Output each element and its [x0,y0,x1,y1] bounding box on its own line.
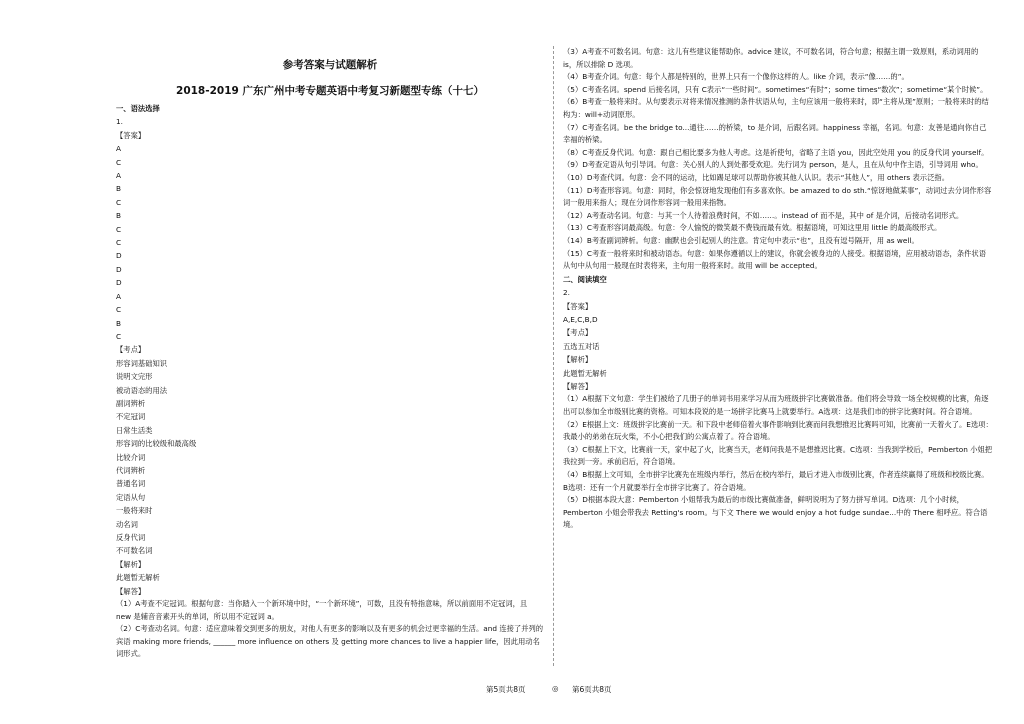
kaodian-item: 不定冠词 [116,412,146,422]
jieda-header: 【解答】 [563,381,593,391]
kaodian-item: 定语从句 [116,492,146,502]
kaodian-list [116,357,544,558]
kaodian-item: 副词辨析 [116,398,146,408]
explanation-paragraph: （3）C根据上下文，比赛前一天，家中起了火，比赛当天，老师问我是不是想推迟比赛。C选项：当我到学校后，Pemberton 小姐把我拉到一旁。承前启后，符合语境。 [563,444,993,467]
right-page-column [563,0,993,724]
page-number-left: 第5页共8页 [486,685,526,694]
explanation-paragraph: （14）B考查副词辨析。句意：幽默也会引起别人的注意。肯定句中表示“也”，且没有逗号隔开，用 as well。 [563,235,919,245]
explanation-paragraph: （4）B考查介词。句意：每个人都是特别的，世界上只有一个像你这样的人。like 介词，表示“像……的”。 [563,72,909,82]
kaodian-item: 说明文完形 [116,372,153,382]
answer-item: C [116,224,122,234]
explanation-paragraph: （6）B考查一般将来时。从句要表示对将来情况推测的条件状语从句，主句应该用一般将来时，即“主将从现”原则；一般将来时的结构为：will+动词原形。 [563,97,989,119]
explanation-list [563,46,993,273]
section-heading-reading: 二、阅读填空 [563,274,607,284]
kaodian-item: 被动语态的用法 [116,385,168,395]
jiexi-header: 【解析】 [116,559,146,569]
answer-value: A,E,C,B,D [563,314,598,324]
answer-item: C [116,157,122,167]
left-page-column [116,0,544,724]
kaodian-header: 【考点】 [116,345,146,355]
answer-list [116,142,544,343]
explanation-paragraph: （11）D考查形容词。句意：同时，你会惊讶地发现他们有多喜欢你。be amazed to do sth.“惊讶地做某事”，动词过去分词作形容词一般用来指人；现在分词作形容词一般用来指物。 [563,185,992,208]
kaodian-item: 一般将来时 [116,506,153,516]
answer-item: D [116,251,122,261]
explanation-paragraph: （1）A根据下文句意：学生们被给了几册子的单词书用来学习从而为班级拼字比赛做准备。他们将会导致一场全校规模的比赛，角逐出可以参加全市级别比赛的资格。可知本段说的是一场拼字比赛马上就要举行。A选项：这是我们市的拼字比赛时间。符合语境。 [563,394,989,416]
document-subtitle: 2018-2019 广东广州中考专题英语中考复习新题型专练（十七） [176,85,484,97]
question-number: 1. [116,117,123,127]
answer-item: D [116,278,122,288]
explanation-paragraph: （7）C考查名词。be the bridge to...通往……的桥梁，to 是介词，后跟名词。happiness 幸福，名词。句意：友善是通向你自己幸福的桥梁。 [563,122,987,145]
kaodian-item: 五选五对话 [563,341,600,351]
explanation-paragraph: （4）B根据上文可知，全市拼字比赛先在班级内举行，然后在校内举行，最后才进入市级别比赛，作者连续赢得了班级和校级比赛。B选项：还有一个月就要举行全市拼字比赛了。符合语境。 [563,469,989,492]
answer-item: A [116,291,121,301]
explanation-paragraph: （8）C考查反身代词。句意：跟自己相比要多为他人考虑。这是祈使句，省略了主语 you，因此空处用 you 的反身代词 yourself。 [563,147,989,157]
kaodian-item: 形容词基础知识 [116,358,168,368]
kaodian-header: 【考点】 [563,328,593,338]
answer-item: C [116,197,122,207]
explanation-paragraph: （5）D根据本段大意：Pemberton 小姐帮我为最后的市级比赛做准备，鲜明说明为了努力拼写单词。D选项：几个小时候，Pemberton 小姐会带我去 Retting's room。与下文 There we would enjoy a hot fudge sundae...中的 There 相呼应。符合语境。 [563,495,988,530]
answer-header: 【答案】 [116,130,146,140]
jiexi-text: 此题暂无解析 [116,573,160,583]
explanation-paragraph: （2）E根据上文：班级拼字比赛前一天。和下段中老师倍着火事件影响到比赛而问我想推迟比赛吗可知，比赛前一天着火了。E选项：我最小的弟弟在玩火柴，不小心把我们的公寓点着了。符合语境。 [563,419,993,442]
kaodian-item: 不可数名词 [116,546,153,556]
question-number: 2. [563,288,570,298]
answer-item: A [116,171,121,181]
explanation-paragraph: （5）C考查名词。spend 后接名词，只有 C表示“一些时间”。sometimes“有时”；some times“数次”；sometime“某个时候”。 [563,84,988,94]
answer-item: B [116,211,122,221]
answer-item: B [116,184,122,194]
explanation-paragraph: （10）D考查代词。句意：会不同的运动，比如踢足球可以帮助你被其他人认识。表示“其他人”，用 others 表示泛指。 [563,172,949,182]
kaodian-item: 动名词 [116,519,138,529]
answer-item: A [116,144,121,154]
jiexi-header: 【解析】 [563,355,593,365]
kaodian-item: 代词辨析 [116,465,146,475]
page-number-right: 第6页共8页 [572,685,612,694]
explanation-paragraph: （9）D考查定语从句引导词。句意：关心别人的人到处都受欢迎。先行词为 person，是人，且在从句中作主语，引导词用 who。 [563,160,983,170]
section-heading-grammar: 一、语法选择 [116,104,160,113]
answer-item: B [116,318,122,328]
kaodian-item: 形容词的比较级和最高级 [116,439,197,449]
column-divider [553,46,554,666]
jiexi-text: 此题暂无解析 [563,368,607,378]
answer-header: 【答案】 [563,301,593,311]
answer-item: D [116,264,122,274]
explanation-paragraph: （12）A考查动名词。句意：与其一个人待着浪费时间，不如……。instead of 而不是，其中 of 是介词，后接动名词形式。 [563,210,964,220]
left-content [116,102,544,661]
binding-mark-icon: ◎ [552,684,559,693]
document-title: 参考答案与试题解析 [282,59,378,71]
explanation-paragraph: （15）C考查一般将来时和被动语态。句意：如果你遵循以上的建议，你就会被身边的人接受。根据语境，应用被动语态，条件状语从句中从句用一般现在时表将来，主句用一般将来时。故用 will be accepted。 [563,248,987,271]
jieda-header: 【解答】 [116,586,146,596]
explanation-paragraph: （1）A考查不定冠词。根据句意：当你踏入一个新环境中时，“一个新环境”，可数，且没有特指意味，所以前面用不定冠词，且 new 是辅音音素开头的单词，所以用不定冠词 a。 [116,599,528,621]
answer-item: C [116,305,122,315]
kaodian-item: 普通名词 [116,479,146,489]
kaodian-item: 反身代词 [116,533,146,542]
explanation-paragraph: （13）C考查形容词最高级。句意：令人愉悦的微笑最不费钱而最有效。根据语境，可知这里用 little 的最高级形式。 [563,223,942,233]
explanation-paragraph: （2）C考查动名词。句意：适应意味着交到更多的朋友，对他人有更多的影响以及有更多的机会过更幸福的生活。and 连接了并列的宾语 making more friends, ______ more influence on others 及 getting more chances to live a happier life，因此用动名词形式。 [116,624,544,659]
kaodian-item: 日常生活类 [116,425,153,435]
kaodian-item: 比较介词 [116,452,146,462]
explanation-list-2 [563,393,993,532]
answer-item: C [116,238,122,248]
answer-item: C [116,331,122,341]
explanation-paragraph: （3）A考查不可数名词。句意：这儿有些建议能帮助你。advice 建议，不可数名词，符合句意；根据主谓一致原则，系动词用的 is，所以排除 D 选项。 [563,47,979,69]
right-content [563,46,993,532]
